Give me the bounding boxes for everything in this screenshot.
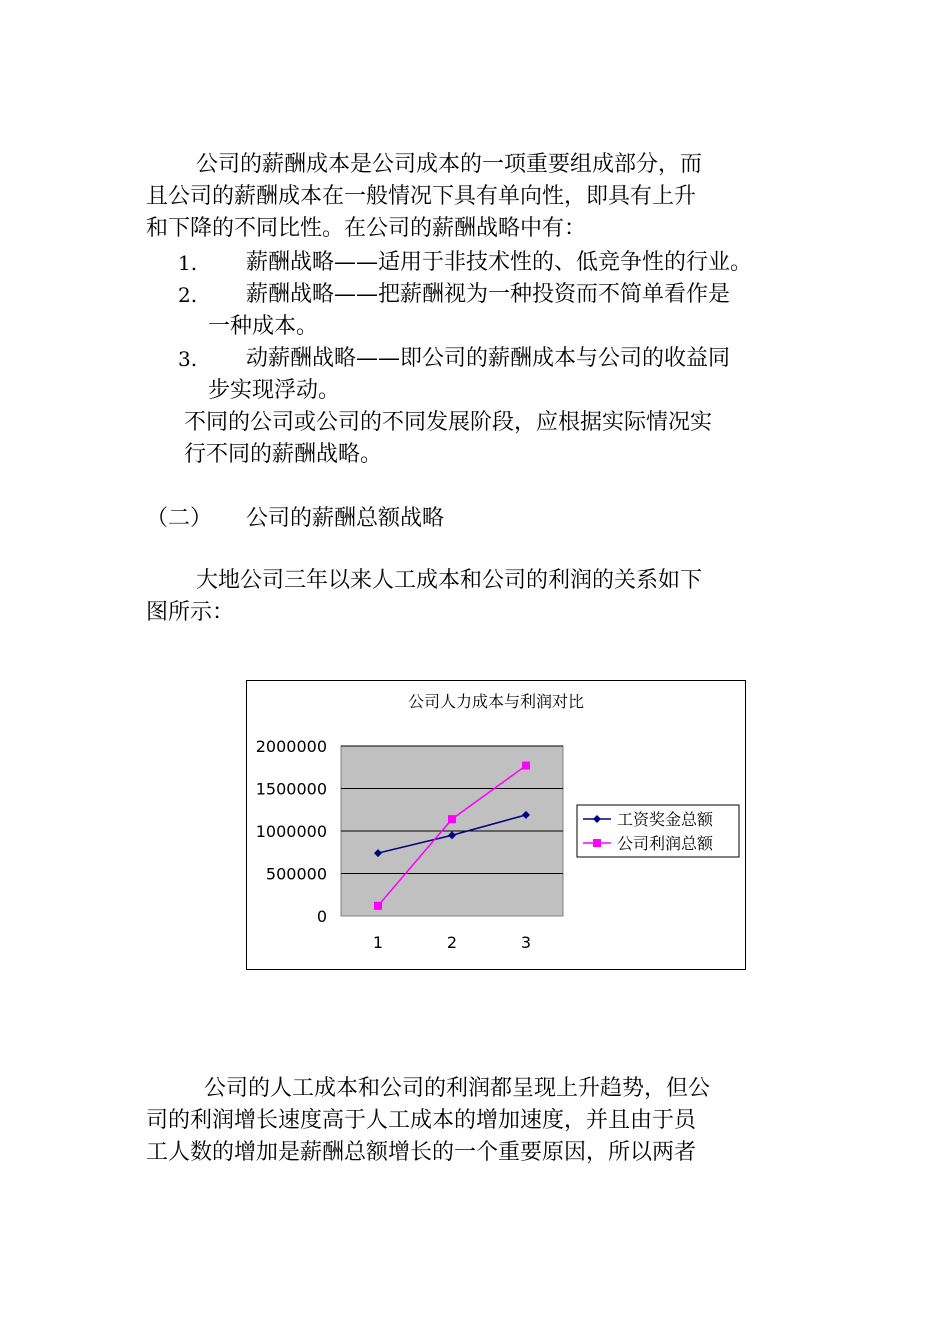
paragraph4-line1: 公司的人工成本和公司的利润都呈现上升趋势，但公	[204, 1076, 711, 1101]
data-point	[522, 762, 530, 770]
list-number-3: 3.	[178, 347, 198, 371]
x-tick-label: 1	[372, 933, 384, 952]
legend-marker	[593, 839, 601, 847]
paragraph1-line1: 公司的薪酬成本是公司成本的一项重要组成部分，而	[196, 152, 703, 177]
paragraph1-line3: 和下降的不同比性。在公司的薪酬战略中有：	[146, 216, 587, 241]
list-item-3-text: 动薪酬战略——即公司的薪酬成本与公司的收益同	[246, 346, 731, 371]
legend-label: 公司利润总额	[617, 834, 714, 853]
legend-label: 工资奖金总额	[617, 810, 714, 829]
paragraph3-line2: 图所示：	[146, 600, 235, 625]
paragraph4-line3: 工人数的增加是薪酬总额增长的一个重要原因，所以两者	[146, 1140, 697, 1165]
chart-title: 公司人力成本与利润对比	[407, 692, 585, 711]
x-tick-label: 2	[446, 933, 458, 952]
data-point	[448, 815, 456, 823]
y-tick-label: 0	[316, 907, 327, 926]
list-number-2: 2.	[178, 283, 198, 307]
paragraph2-line1: 不同的公司或公司的不同发展阶段，应根据实际情况实	[184, 410, 713, 435]
list-item-2-continuation: 一种成本。	[208, 314, 319, 339]
paragraph3-line1: 大地公司三年以来人工成本和公司的利润的关系如下	[196, 568, 703, 593]
section-title: 公司的薪酬总额战略	[246, 506, 445, 531]
list-number-1: 1.	[178, 251, 198, 275]
paragraph1-line2: 且公司的薪酬成本在一般情况下具有单向性，即具有上升	[146, 184, 697, 209]
y-tick-label: 1000000	[255, 822, 327, 841]
list-item-3-continuation: 步实现浮动。	[208, 378, 341, 403]
section-number: （二）	[146, 506, 213, 531]
paragraph4-line2: 司的利润增长速度高于人工成本的增加速度，并且由于员	[146, 1108, 697, 1133]
y-tick-label: 2000000	[255, 737, 327, 756]
x-tick-label: 3	[520, 933, 532, 952]
data-point	[374, 902, 382, 910]
y-tick-label: 1500000	[255, 779, 327, 799]
list-item-2-text: 薪酬战略——把薪酬视为一种投资而不简单看作是	[246, 282, 731, 307]
chart-container	[246, 680, 746, 970]
paragraph2-line2: 行不同的薪酬战略。	[184, 442, 383, 467]
y-tick-label: 500000	[265, 864, 327, 884]
line-chart	[247, 681, 745, 969]
list-item-1-text: 薪酬战略——适用于非技术性的、低竞争性的行业。	[246, 250, 753, 275]
